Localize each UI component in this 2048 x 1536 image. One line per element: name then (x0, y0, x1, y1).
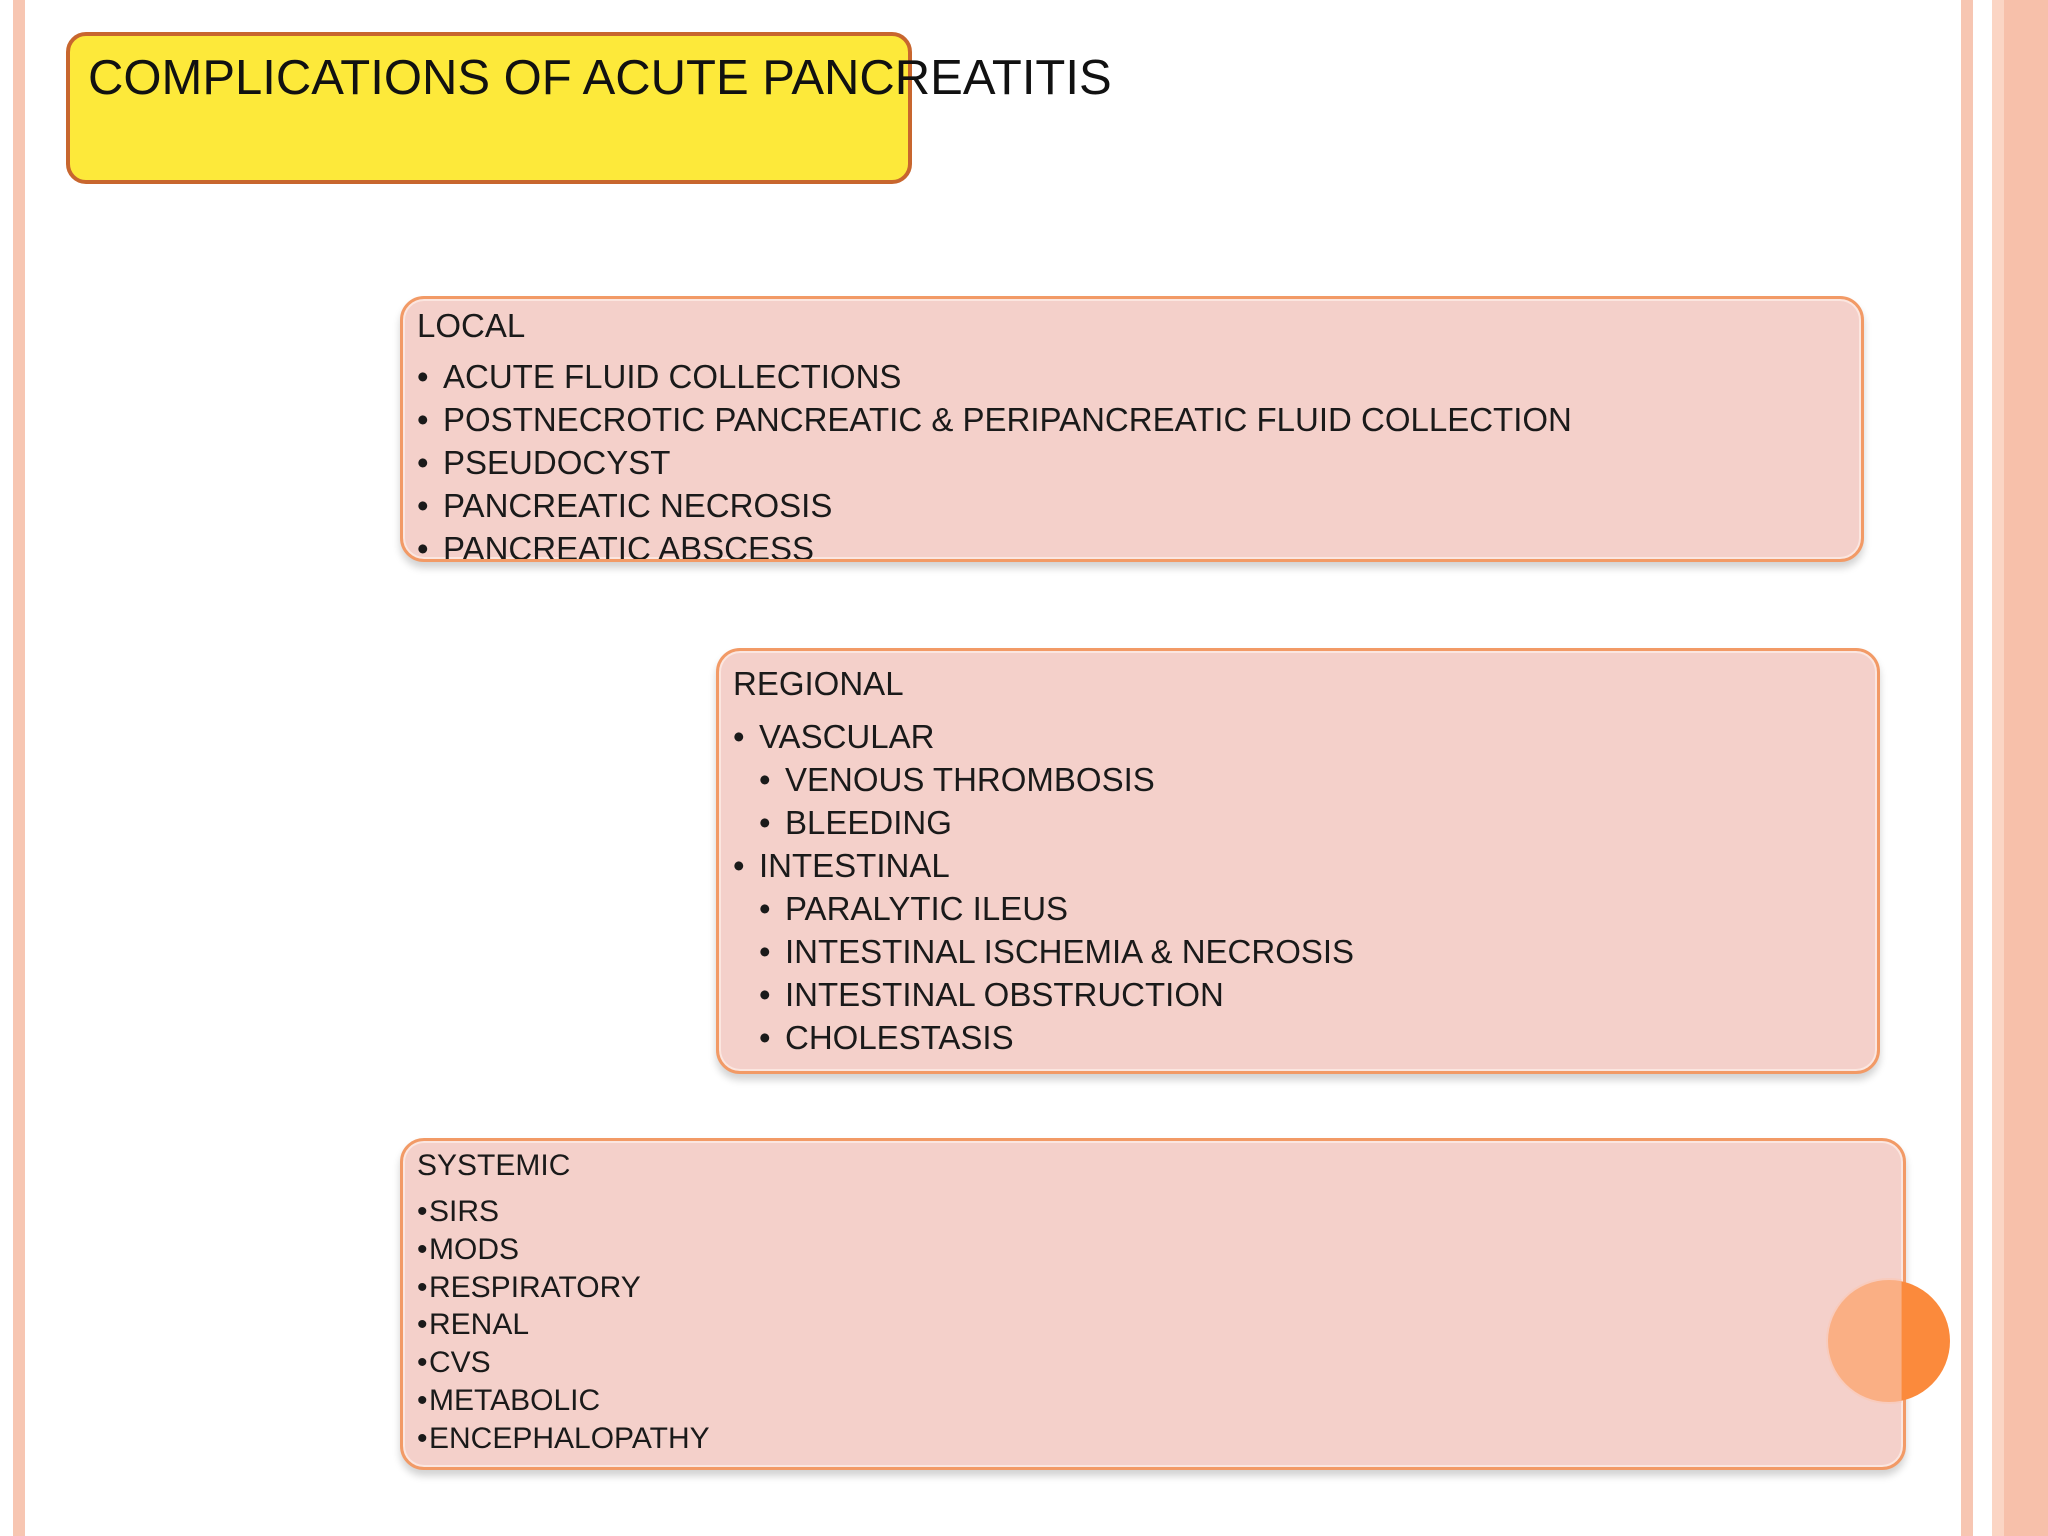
systemic-list (417, 1193, 710, 1458)
list-item: • PSEUDOCYST (417, 441, 1572, 484)
left-border-stripe (13, 0, 25, 1536)
sub-list-item: • VENOUS THROMBOSIS (733, 758, 1354, 801)
list-item: • RESPIRATORY (417, 1269, 710, 1307)
list-item: • CVS (417, 1344, 710, 1382)
list-item: • PANCREATIC ABSCESS (417, 527, 1572, 562)
list-item: • ENCEPHALOPATHY (417, 1420, 710, 1458)
list-item: • VASCULAR (733, 715, 1354, 758)
sub-list-item: • INTESTINAL OBSTRUCTION (733, 973, 1354, 1016)
local-heading: LOCAL (417, 307, 526, 344)
local-panel (400, 296, 1864, 562)
regional-heading: REGIONAL (733, 665, 904, 702)
right-border-stripe (1961, 0, 1973, 1536)
list-item: • ACUTE FLUID COLLECTIONS (417, 355, 1572, 398)
list-item: • MODS (417, 1231, 710, 1269)
list-item: • INTESTINAL (733, 844, 1354, 887)
regional-panel (716, 648, 1880, 1074)
list-item: • PANCREATIC NECROSIS (417, 484, 1572, 527)
systemic-panel (400, 1138, 1906, 1470)
right-border-stripe-inner (1992, 0, 2004, 1536)
regional-list (733, 715, 1354, 1059)
sub-list-item: • BLEEDING (733, 801, 1354, 844)
list-item: • RENAL (417, 1306, 710, 1344)
list-item: • POSTNECROTIC PANCREATIC & PERIPANCREATIC FLUID COLLECTION (417, 398, 1572, 441)
sub-list-item: • INTESTINAL ISCHEMIA & NECROSIS (733, 930, 1354, 973)
page-title: COMPLICATIONS OF ACUTE PANCREATITIS (88, 51, 1112, 105)
local-list (417, 355, 1572, 562)
list-item: • METABOLIC (417, 1382, 710, 1420)
list-item: • SIRS (417, 1193, 710, 1231)
sub-list-item: • PARALYTIC ILEUS (733, 887, 1354, 930)
right-border-stripe-outer (2004, 0, 2048, 1536)
systemic-heading: SYSTEMIC (417, 1149, 571, 1182)
sub-list-item: • CHOLESTASIS (733, 1016, 1354, 1059)
